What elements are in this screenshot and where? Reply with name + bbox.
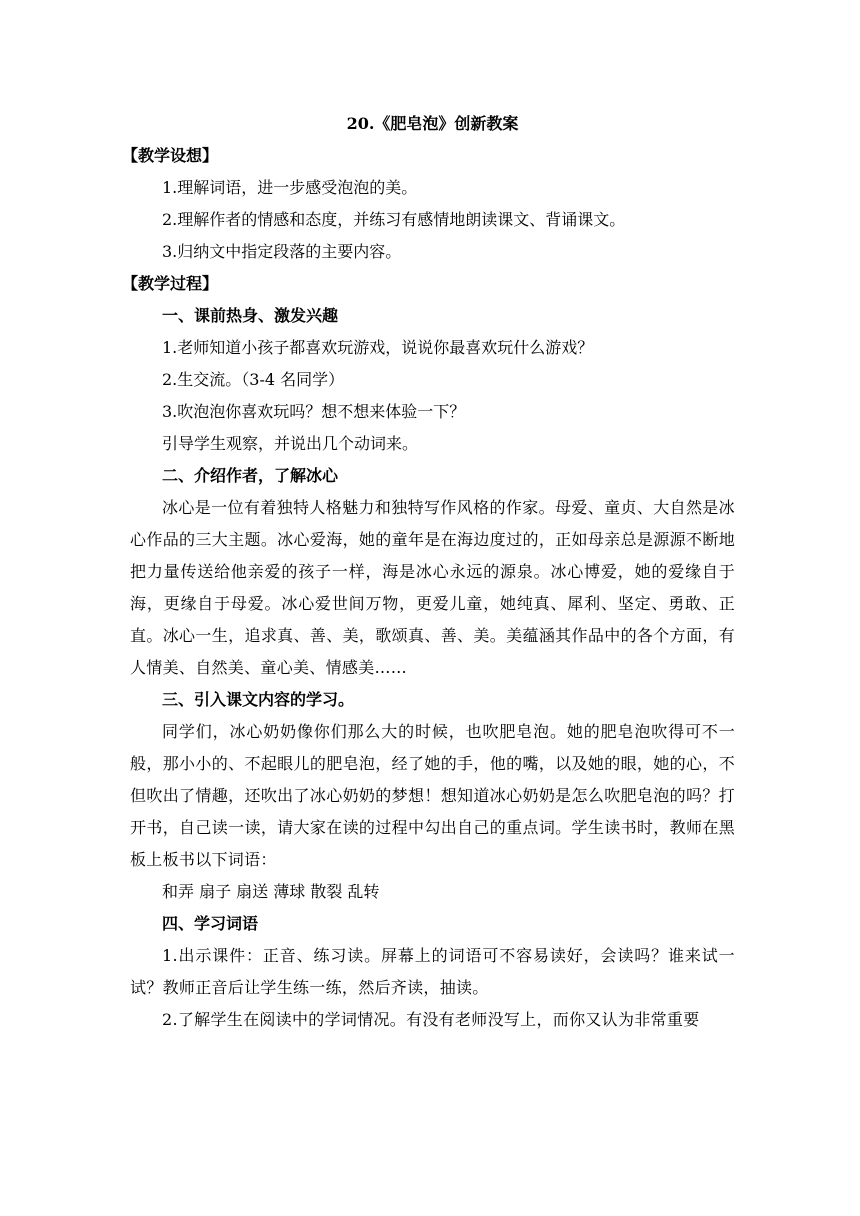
- design-item: 2.理解作者的情感和态度，并练习有感情地朗读课文、背诵课文。: [162, 210, 626, 229]
- list-item: 3.吹泡泡你喜欢玩吗？想不想来体验一下？: [162, 402, 466, 421]
- list-item: 1.老师知道小孩子都喜欢玩游戏，说说你最喜欢玩什么游戏？: [162, 338, 594, 357]
- section-title: 三、引入课文内容的学习。: [162, 690, 355, 709]
- paragraph: 2.了解学生在阅读中的学词情况。有没有老师没写上，而你又认为非常重要: [162, 1010, 700, 1029]
- design-heading: 【教学设想】: [122, 146, 219, 165]
- section-title: 一、课前热身、激发兴趣: [162, 306, 339, 325]
- paragraph: 冰心是一位有着独特人格魅力和独特写作风格的作家。母爱、童贞、大自然是冰心作品的三大主题。冰心爱海，她的童年是在海边度过的，正如母亲总是源源不断地把力量传送给他亲爱的孩子一样，海是冰心永远的源泉。冰心博爱，她的爱缘自于海，更缘自于母爱。冰心爱世间万物，更爱儿童，她纯真、犀利、坚定、勇敢、正直。冰心一生，追求真、善、美，歌颂真、善、美。美蕴涵其作品中的各个方面，有人情美、自然美、童心美、情感美……: [130, 498, 735, 677]
- paragraph: 1.出示课件：正音、练习读。屏幕上的词语可不容易读好，会读吗？谁来试一试？教师正音后让学生练一练，然后齐读，抽读。: [130, 946, 735, 997]
- word-list: 和弄 扇子 扇送 薄球 散裂 乱转: [162, 882, 380, 901]
- process-heading: 【教学过程】: [122, 274, 219, 293]
- document-content: [122, 108, 735, 1036]
- list-item: 引导学生观察，并说出几个动词来。: [162, 434, 419, 453]
- design-item: 3.归纳文中指定段落的主要内容。: [162, 242, 402, 261]
- design-item: 1.理解词语，进一步感受泡泡的美。: [162, 178, 418, 197]
- paragraph: 同学们，冰心奶奶像你们那么大的时候，也吹肥皂泡。她的肥皂泡吹得可不一般，那小小的、不起眼儿的肥皂泡，经了她的手，他的嘴，以及她的眼，她的心，不但吹出了情趣，还吹出了冰心奶奶的梦想！想知道冰心奶奶是怎么吹肥皂泡的吗？打开书，自己读一读，请大家在读的过程中勾出自己的重点词。学生读书时，教师在黑板上板书以下词语：: [130, 722, 735, 869]
- list-item: 2.生交流。（3-4 名同学）: [162, 370, 345, 389]
- section-title: 四、学习词语: [162, 914, 259, 933]
- document-title: 20.《肥皂泡》创新教案: [346, 114, 519, 133]
- section-title: 二、介绍作者，了解冰心: [162, 466, 339, 485]
